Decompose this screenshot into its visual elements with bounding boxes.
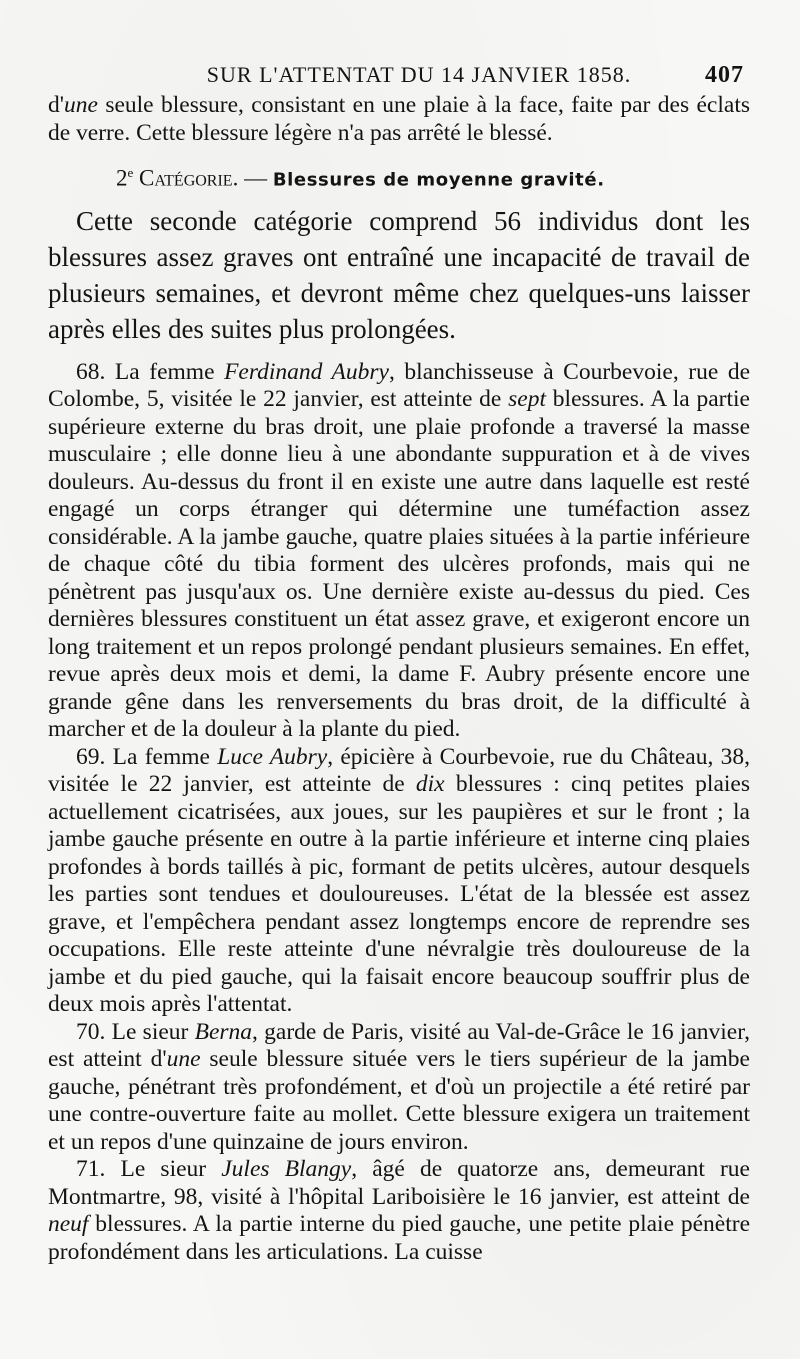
entry-person-name: Jules Blangy [221,1156,352,1183]
lead-text-start: d' [48,92,64,118]
entry-70 [48,1019,750,1157]
entry-69 [48,744,750,1019]
lead-text-rest: seule blessure, consistant en une plaie à la face, faite par des éclats de verre. Cette blessure légère n'a pas arrêté le blessé. [48,92,750,146]
section-number: 2 [116,165,128,191]
entry-wound-count: dix [415,771,445,798]
entry-text: 69. La femme [76,743,218,770]
entry-wound-count: sept [508,386,546,413]
entry-71 [48,1156,750,1266]
lead-italic: une [63,92,98,118]
entry-text: blessures : cinq petites plaies actuellement cicatrisées, aux joues, sur les paupières et sur le front ; la jambe gauche présente en outre à la partie inférieure et interne cinq plaies profondes à bords taillés à pic, formant de petits ulcères, autour desquels les parties sont tendues et douloureuses. L'état de la blessée est assez grave, et l'empêchera pendant assez longtemps encore de reprendre ses occupations. Elle reste atteinte d'une névralgie très douloureuse de la jambe et du pied gauche, qui la faisait encore beaucoup souffrir plus de deux mois après l'attentat. [48,771,750,1018]
entry-text: , garde de Paris, visité au Val-de-Grâce le 16 janvier, est atteint d' [48,1018,751,1073]
section-heading [116,159,750,195]
entry-person-name: Ferdinand Aubry [224,358,389,385]
section-dash: — [238,165,273,191]
entry-text: blessures. A la partie interne du pied gauche, une petite plaie pénètre profondément dans les articulations. La cuisse [48,1211,750,1265]
section-number-sup: e [127,165,134,180]
entry-text: , âgé de quatorze ans, demeurant rue Montmartre, 98, visité à l'hôpital Lariboisière le 16 janvier, est atteint de [48,1156,750,1210]
entry-wound-count: neuf [48,1211,89,1238]
entry-text: 68. La femme [76,358,225,385]
continued-paragraph [48,92,750,147]
entry-68 [48,359,750,744]
section-title: Blessures de moyenne gravité. [272,169,605,191]
entry-text: 70. Le sieur [76,1018,195,1045]
page-number: 407 [705,62,744,88]
entry-text: , épicière à Courbevoie, rue du Château, 38, visitée le 22 janvier, est atteinte de [48,743,751,798]
running-title: SUR L'ATTENTAT DU 14 JANVIER 1858. [206,62,632,87]
section-category: Catégorie. [139,165,239,191]
entry-text: seule blessure située vers le tiers supérieur de la jambe gauche, pénétrant très profondément, et d'où un projectile a été retiré par une contre-ouverture faite au mollet. Cette blessure exigera un traitement et un repos d'une quinzaine de jours environ. [48,1046,750,1155]
entry-person-name: Luce Aubry [217,743,328,770]
running-head [48,62,750,92]
entry-text: 71. Le sieur [76,1156,222,1183]
entry-text: , blanchisseuse à Courbevoie, rue de Colombe, 5, visitée le 22 janvier, est atteinte de [48,358,750,413]
entry-wound-count: une [166,1046,201,1073]
entry-person-name: Berna [194,1018,253,1045]
section-intro: Cette seconde catégorie comprend 56 individus dont les blessures assez graves ont entraîné une incapacité de travail de plusieurs semaines, et devront même chez quelques-uns laisser après elles des suites plus prolongées. [48,205,750,344]
entry-text: blessures. A la partie supérieure externe du bras droit, une plaie profonde a traversé la masse musculaire ; elle donne lieu à une abondante suppuration et à de vives douleurs. Au-dessus du front il en existe une autre dans laquelle est resté engagé un corps étranger qui détermine une tuméfaction assez considérable. A la jambe gauche, quatre plaies situées à la partie inférieure de chaque côté du tibia forment des ulcères profonds, mais qui ne pénètrent pas jusqu'aux os. Une dernière existe au-dessus du pied. Ces dernières blessures constituent un état assez grave, et exigeront encore un long traitement et un repos prolongé pendant plusieurs semaines. En effet, revue après deux mois et demi, la dame F. Aubry présente encore une grande gêne dans les renversements du bras droit, de la difficulté à marcher et de la douleur à la plante du pied. [48,386,750,743]
